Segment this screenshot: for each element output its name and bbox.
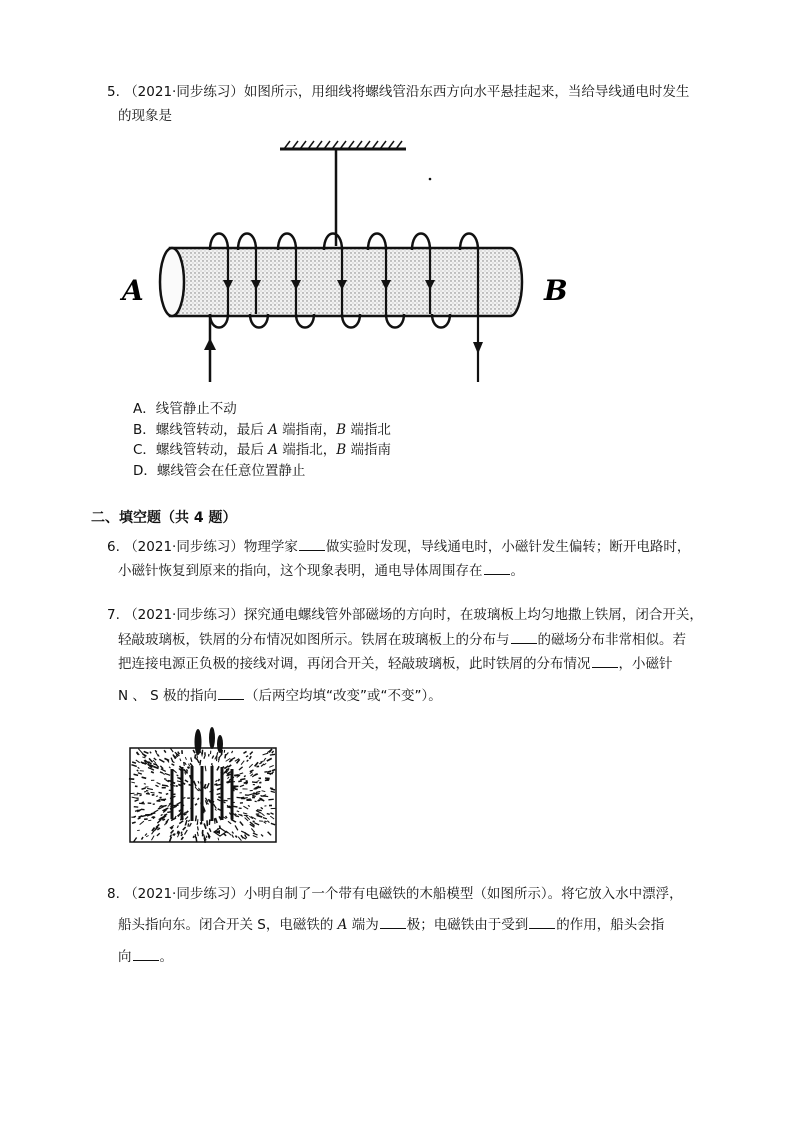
q5-source: （2021·同步练习） [124,84,244,100]
q6-text-1a: 物理学家 [243,539,298,555]
q5-line2 [118,104,172,124]
q6-source: （2021·同步练习） [124,539,244,555]
q7-text-4b: （后两空均填“改变”或“不变”）。 [245,688,442,704]
q7-text-1: 探究通电螺线管外部磁场的方向时，在玻璃板上均匀地撒上铁屑，闭合开关， [243,607,703,623]
q8-text-2b: 端为 [347,917,379,933]
q8-blank-2[interactable] [529,915,555,929]
q5-option-c-post: 端指南 [346,442,391,458]
q7-blank-2[interactable] [592,654,618,668]
q5-label-b: B [544,274,568,307]
q8-text-3a: 向 [118,949,132,965]
q5-option-a [133,397,237,417]
q5-option-d [133,459,305,479]
q8-text-2d: 的作用，船头会指 [556,917,665,933]
q7-line4 [118,684,442,704]
q6-line2 [118,559,524,579]
q8-number: 8. [107,886,120,902]
q8-blank-1[interactable] [380,915,406,929]
q5-option-b-b: B [336,422,347,438]
q5-option-c [133,438,391,458]
q5-option-a-text: A．线管静止不动 [133,401,237,417]
q8-blank-3[interactable] [133,947,159,961]
q8-text-2c: 极；电磁铁由于受到 [406,917,529,933]
q5-text-2: 的现象是 [118,108,172,124]
q7-blank-1[interactable] [511,630,537,644]
q7-number: 7. [107,607,120,623]
q5-option-b [133,418,391,438]
q6-blank-2[interactable] [484,561,510,575]
q7-iron-filings-figure [128,724,278,844]
q5-option-b-mid: 端指南， [277,422,337,438]
q7-text-2a: 轻敲玻璃板，铁屑的分布情况如图所示。铁屑在玻璃板上的分布与 [118,632,510,648]
q6-blank-1[interactable] [299,537,325,551]
q5-line1 [107,80,689,100]
q6-line1 [107,535,690,555]
q8-line1 [107,882,683,902]
q5-option-d-text: D．螺线管会在任意位置静止 [133,463,306,479]
q7-text-4a: N 、 S 极的指向 [118,688,218,704]
q5-text-1: 如图所示，用细线将螺线管沿东西方向水平悬挂起来，当给导线通电时发生 [243,84,690,100]
q5-option-c-text: C．螺线管转动，最后 [133,442,269,458]
section-2-title: 二、填空题（共 4 题） [91,510,237,526]
q5-option-b-a: A [268,422,278,438]
q6-text-2b: 。 [510,563,524,579]
q5-option-c-b: B [336,442,347,458]
q7-line1 [107,603,703,623]
q5-option-c-a: A [268,442,278,458]
q5-number: 5. [107,84,120,100]
q7-text-3b: ，小磁针 [618,656,673,672]
q7-line2 [118,628,686,648]
q5-option-b-post: 端指北 [346,422,391,438]
q6-text-1b: 做实验时发现，导线通电时，小磁针发生偏转；断开电路时， [325,539,691,555]
q5-option-c-mid: 端指北， [277,442,337,458]
q5-solenoid-figure [110,132,590,392]
q7-text-3a: 把连接电源正负极的接线对调，再闭合开关，轻敲玻璃板，此时铁屑的分布情况 [118,656,591,672]
q8-source: （2021·同步练习） [124,886,244,902]
q8-text-3b: 。 [159,949,173,965]
q8-line3 [118,945,173,965]
q8-end-a: A [337,917,348,933]
q6-text-2a: 小磁针恢复到原来的指向，这个现象表明，通电导体周围存在 [118,563,483,579]
q7-line3 [118,652,673,672]
q8-text-2a: 船头指向东。闭合开关 S，电磁铁的 [118,917,338,933]
q7-text-2b: 的磁场分布非常相似。若 [537,632,686,648]
q8-text-1: 小明自制了一个带有电磁铁的木船模型（如图所示）。将它放入水中漂浮， [243,886,683,902]
q6-number: 6. [107,539,120,555]
q5-option-b-text: B．螺线管转动，最后 [133,422,269,438]
q7-source: （2021·同步练习） [124,607,244,623]
q5-label-a: A [122,274,144,307]
q8-line2 [118,913,664,933]
q7-blank-3[interactable] [218,686,244,700]
